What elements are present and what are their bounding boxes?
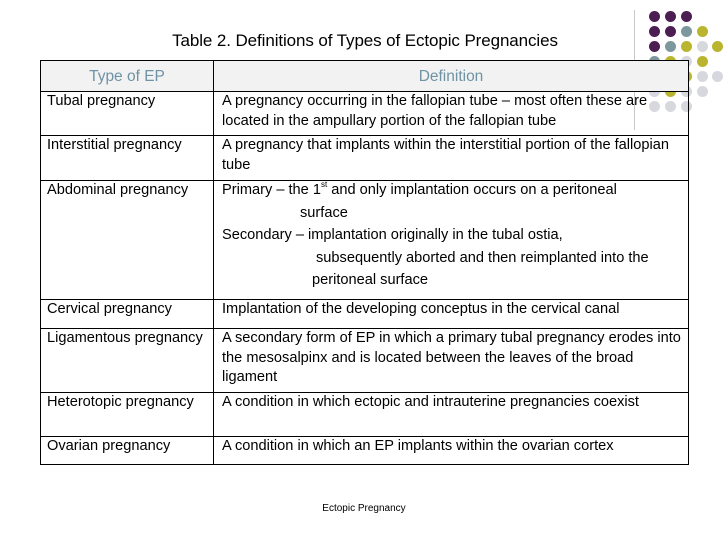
slide-footer: Ectopic Pregnancy: [322, 503, 406, 514]
table-row: [41, 136, 689, 181]
decorative-dot: [665, 11, 676, 22]
ep-type-cell: Tubal pregnancy: [41, 92, 214, 136]
ep-definition-cell: A pregnancy occurring in the fallopian tube – most often these are located in the ampullary portion of the fallopian tube: [214, 92, 689, 136]
decorative-dot: [681, 11, 692, 22]
secondary-definition-continuation: peritoneal surface: [312, 272, 429, 288]
column-header-definition: Definition: [214, 61, 689, 92]
ep-type-cell: Abdominal pregnancy: [41, 181, 214, 300]
ep-type-cell: Cervical pregnancy: [41, 300, 214, 329]
primary-definition-continuation: surface: [300, 204, 348, 221]
decorative-dot: [712, 71, 723, 82]
table-row: [41, 329, 689, 393]
ep-type-cell: Interstitial pregnancy: [41, 136, 214, 181]
table-row: [41, 181, 689, 300]
ep-definition-cell: A condition in which ectopic and intrauterine pregnancies coexist: [214, 393, 689, 437]
table-header-row: [41, 61, 689, 92]
definitions-table-container: [40, 60, 689, 465]
ep-definition-cell: Implantation of the developing conceptus in the cervical canal: [214, 300, 689, 329]
superscript-st: st: [320, 180, 328, 190]
ep-type-cell: Heterotopic pregnancy: [41, 393, 214, 437]
table-row: [41, 393, 689, 437]
ep-definition-cell: [214, 181, 689, 300]
decorative-dot: [697, 86, 708, 97]
ep-type-cell: Ligamentous pregnancy: [41, 329, 214, 393]
ep-definition-cell: A secondary form of EP in which a primary tubal pregnancy erodes into the mesosalpinx and is located between the leaves of the broad ligament: [214, 329, 689, 393]
secondary-definition-line: Secondary – implantation originally in the tubal ostia,: [222, 227, 563, 243]
table-row: [41, 92, 689, 136]
decorative-dot: [697, 56, 708, 67]
table-row: [41, 437, 689, 465]
table-row: [41, 300, 689, 329]
primary-definition-line: Primary – the 1st and only implantation occurs on a peritoneal: [222, 180, 617, 198]
column-header-type: Type of EP: [41, 61, 214, 92]
ep-type-cell: Ovarian pregnancy: [41, 437, 214, 465]
ep-definition-cell: A pregnancy that implants within the interstitial portion of the fallopian tube: [214, 136, 689, 181]
decorative-dot: [697, 71, 708, 82]
table-title: Table 2. Definitions of Types of Ectopic Pregnancies: [172, 31, 558, 50]
ep-definition-cell: A condition in which an EP implants within the ovarian cortex: [214, 437, 689, 465]
definitions-table: [40, 60, 689, 465]
secondary-definition-continuation: subsequently aborted and then reimplanted into the: [316, 249, 649, 266]
decorative-dot: [649, 11, 660, 22]
